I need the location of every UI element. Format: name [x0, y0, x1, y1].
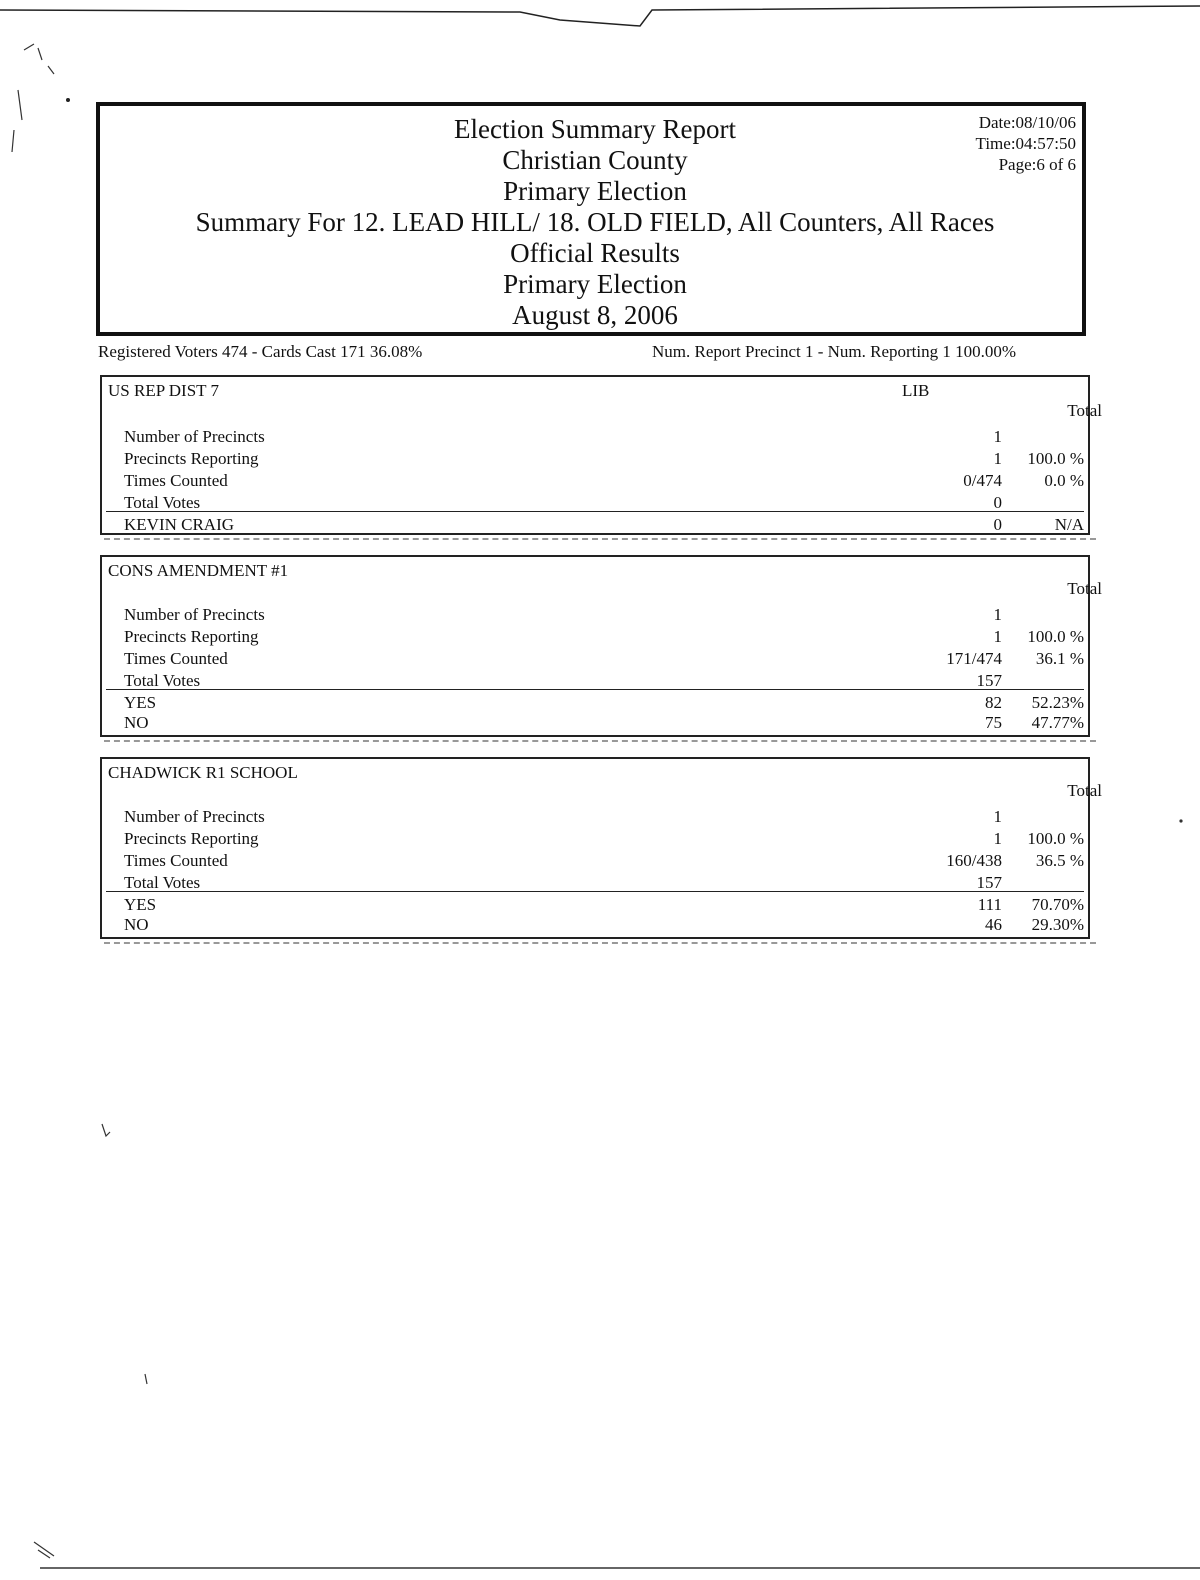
choice-votes: 75 [985, 713, 1002, 732]
choice-percent: 70.70% [1031, 895, 1084, 914]
scan-speck [30, 1538, 60, 1562]
stat-value: 171/474 [946, 649, 1002, 668]
choice-percent: 52.23% [1031, 693, 1084, 712]
stat-value: 157 [976, 873, 1002, 892]
results-status: Official Results [510, 238, 680, 268]
race-title: CHADWICK R1 SCHOOL [108, 763, 298, 782]
election-type: Primary Election [503, 176, 687, 206]
election-type-repeat: Primary Election [503, 269, 687, 299]
stat-row [102, 627, 1092, 649]
stat-value: 160/438 [946, 851, 1002, 870]
precinct-reporting-summary: Num. Report Precinct 1 - Num. Reporting 1 100.00% [652, 342, 1017, 361]
race-title: CONS AMENDMENT #1 [108, 561, 289, 580]
stat-row [102, 605, 1092, 627]
row-divider [106, 689, 1084, 690]
stat-percent: 100.0 % [1027, 449, 1084, 468]
stat-value: 1 [993, 605, 1002, 624]
stat-value: 0/474 [963, 471, 1002, 490]
choice-row [102, 915, 1092, 937]
stat-value: 1 [993, 427, 1002, 446]
choice-percent: 29.30% [1031, 915, 1084, 934]
stat-label: Number of Precincts [124, 427, 265, 446]
stat-label: Total Votes [124, 493, 201, 512]
choice-votes: 46 [985, 915, 1002, 934]
report-page: Page:6 of 6 [998, 155, 1076, 174]
report-date: Date:08/10/06 [978, 113, 1076, 132]
stat-value: 1 [993, 627, 1002, 646]
total-column-header: Total [1067, 781, 1102, 800]
stat-label: Number of Precincts [124, 807, 265, 826]
stat-row [102, 471, 1092, 493]
total-column-header: Total [1067, 401, 1102, 420]
choice-label: NO [124, 713, 149, 732]
stat-row [102, 829, 1092, 851]
stat-label: Times Counted [124, 851, 228, 870]
stat-label: Times Counted [124, 649, 228, 668]
stat-label: Times Counted [124, 471, 228, 490]
scan-speck [140, 1370, 152, 1390]
race-us-rep-dist-7 [100, 375, 1102, 535]
report-header [96, 102, 1086, 336]
choice-label: NO [124, 915, 149, 934]
race-chadwick-r1-school [100, 757, 1102, 939]
stat-label: Total Votes [124, 873, 201, 892]
choice-label: YES [124, 895, 157, 914]
scan-speck [96, 1120, 116, 1150]
scan-speck-marks [4, 40, 74, 160]
stat-value: 1 [993, 449, 1002, 468]
box-shadow-line [104, 942, 1096, 948]
choice-row [102, 895, 1092, 917]
stat-row [102, 807, 1092, 829]
stat-value: 1 [993, 807, 1002, 826]
report-title: Election Summary Report [454, 114, 736, 144]
stat-label: Precincts Reporting [124, 829, 259, 848]
stat-label: Number of Precincts [124, 605, 265, 624]
summary-scope: Summary For 12. LEAD HILL/ 18. OLD FIELD, All Counters, All Races [195, 207, 995, 237]
choice-votes: 111 [977, 895, 1002, 914]
stat-percent: 36.5 % [1035, 851, 1084, 870]
stat-row [102, 427, 1092, 449]
stat-percent: 36.1 % [1035, 649, 1084, 668]
scan-top-edge [0, 0, 1200, 40]
registered-voters-summary: Registered Voters 474 - Cards Cast 171 36.08% [98, 342, 423, 361]
report-title-block [100, 114, 1090, 331]
choice-row [102, 693, 1092, 715]
choice-votes: 82 [985, 693, 1002, 712]
stat-value: 0 [993, 493, 1002, 512]
stat-label: Total Votes [124, 671, 201, 690]
choice-label: KEVIN CRAIG [124, 515, 235, 534]
stat-label: Precincts Reporting [124, 449, 259, 468]
choice-percent: 47.77% [1031, 713, 1084, 732]
choice-label: YES [124, 693, 157, 712]
stat-value: 157 [976, 671, 1002, 690]
stat-percent: 100.0 % [1027, 627, 1084, 646]
stat-percent: 100.0 % [1027, 829, 1084, 848]
race-title: US REP DIST 7 [108, 381, 219, 400]
stat-row [102, 649, 1092, 671]
party-label: LIB [902, 381, 930, 400]
box-shadow-line [104, 740, 1096, 746]
row-divider [106, 891, 1084, 892]
stat-percent: 0.0 % [1044, 471, 1084, 490]
county-name: Christian County [502, 145, 688, 175]
scan-speck [1176, 816, 1186, 826]
report-meta [976, 112, 1076, 175]
stat-row [102, 851, 1092, 873]
stat-row [102, 449, 1092, 471]
report-time: Time:04:57:50 [975, 134, 1076, 153]
choice-row [102, 713, 1092, 735]
box-shadow-line [104, 538, 1096, 544]
stat-value: 1 [993, 829, 1002, 848]
race-cons-amendment-1 [100, 555, 1102, 737]
scan-bottom-edge [0, 1560, 1200, 1580]
election-date: August 8, 2006 [512, 300, 678, 330]
stat-label: Precincts Reporting [124, 627, 259, 646]
total-column-header: Total [1067, 579, 1102, 598]
choice-row [102, 515, 1092, 537]
choice-percent: N/A [1054, 515, 1084, 534]
row-divider [106, 511, 1084, 512]
choice-votes: 0 [993, 515, 1002, 534]
